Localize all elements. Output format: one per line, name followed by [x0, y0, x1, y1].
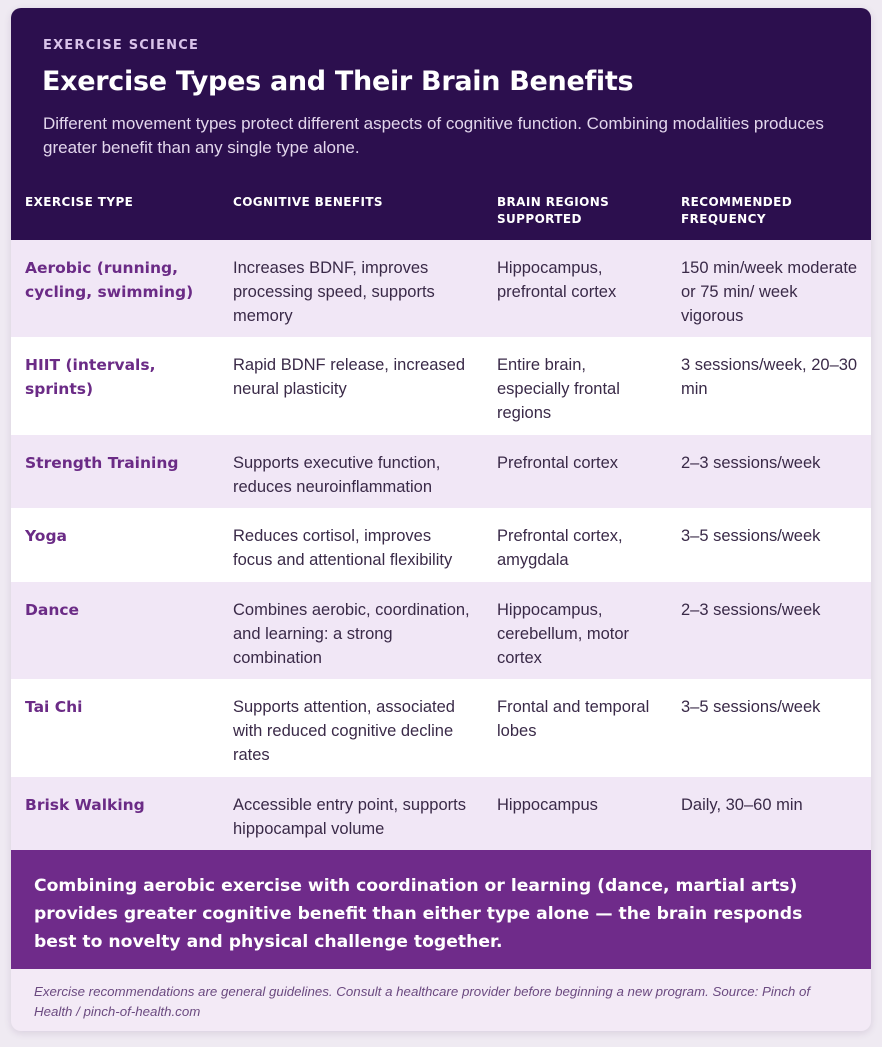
- exercise-type: Tai Chi: [25, 698, 83, 716]
- table-row: [11, 508, 871, 582]
- exercise-type: Brisk Walking: [25, 796, 145, 814]
- cognitive-benefits: Supports executive function, reduces neuroinflammation: [233, 454, 441, 496]
- brain-regions: Hippocampus, prefrontal cortex: [497, 259, 617, 301]
- exercise-type: Yoga: [25, 527, 68, 545]
- brain-regions: Frontal and temporal lobes: [497, 698, 650, 740]
- table-row: [11, 777, 871, 850]
- recommended-frequency: 150 min/week moderate or 75 min/ week vigorous: [681, 259, 858, 325]
- recommended-frequency: 3 sessions/week, 20–30 min: [681, 356, 858, 398]
- recommended-frequency: 2–3 sessions/week: [681, 454, 821, 472]
- table-row: [11, 337, 871, 435]
- brain-regions: Entire brain, especially frontal regions: [497, 356, 620, 422]
- cognitive-benefits: Rapid BDNF release, increased neural plasticity: [233, 356, 466, 398]
- brain-regions: Hippocampus, cerebellum, motor cortex: [497, 601, 630, 667]
- page-title: Exercise Types and Their Brain Benefits: [42, 66, 634, 97]
- table-row: [11, 582, 871, 679]
- exercise-type: Strength Training: [25, 454, 179, 472]
- eyebrow-label: EXERCISE SCIENCE: [43, 38, 200, 53]
- key-insight-callout: [11, 850, 871, 969]
- recommended-frequency: Daily, 30–60 min: [681, 796, 803, 814]
- column-header-exercise-type: EXERCISE TYPE: [25, 195, 134, 209]
- recommended-frequency: 3–5 sessions/week: [681, 527, 821, 545]
- header: [11, 8, 871, 240]
- column-header-frequency: RECOMMENDED FREQUENCY: [681, 195, 793, 226]
- table-row: [11, 435, 871, 508]
- recommended-frequency: 2–3 sessions/week: [681, 601, 821, 619]
- table-row: [11, 240, 871, 337]
- cognitive-benefits: Supports attention, associated with reduced cognitive decline rates: [233, 698, 455, 764]
- exercise-type: Aerobic (running, cycling, swimming): [25, 259, 194, 301]
- footer-note: Exercise recommendations are general guidelines. Consult a healthcare provider before beginning a new program. Source: Pinch of Health / pinch-of-health.com: [34, 984, 811, 1019]
- brain-regions: Hippocampus: [497, 796, 598, 814]
- table-row: [11, 679, 871, 777]
- cognitive-benefits: Accessible entry point, supports hippocampal volume: [233, 796, 466, 838]
- infographic-card: [11, 8, 871, 1031]
- exercise-type: Dance: [25, 601, 80, 619]
- exercise-type: HIIT (intervals, sprints): [25, 356, 156, 398]
- cognitive-benefits: Combines aerobic, coordination, and learning: a strong combination: [233, 601, 470, 667]
- page-subtitle: Different movement types protect different aspects of cognitive function. Combining modalities produces greater benefit than any single type alone.: [43, 114, 824, 157]
- cognitive-benefits: Increases BDNF, improves processing speed, supports memory: [233, 259, 435, 325]
- brain-regions: Prefrontal cortex, amygdala: [497, 527, 623, 569]
- brain-regions: Prefrontal cortex: [497, 454, 619, 472]
- recommended-frequency: 3–5 sessions/week: [681, 698, 821, 716]
- column-header-brain-regions: BRAIN REGIONS SUPPORTED: [497, 195, 610, 226]
- callout-text: Combining aerobic exercise with coordination or learning (dance, martial arts) provides greater cognitive benefit than either type alone — the brain responds best to novelty and physical challenge together.: [34, 876, 803, 952]
- cognitive-benefits: Reduces cortisol, improves focus and attentional flexibility: [233, 527, 453, 569]
- column-header-cognitive-benefits: COGNITIVE BENEFITS: [233, 195, 383, 209]
